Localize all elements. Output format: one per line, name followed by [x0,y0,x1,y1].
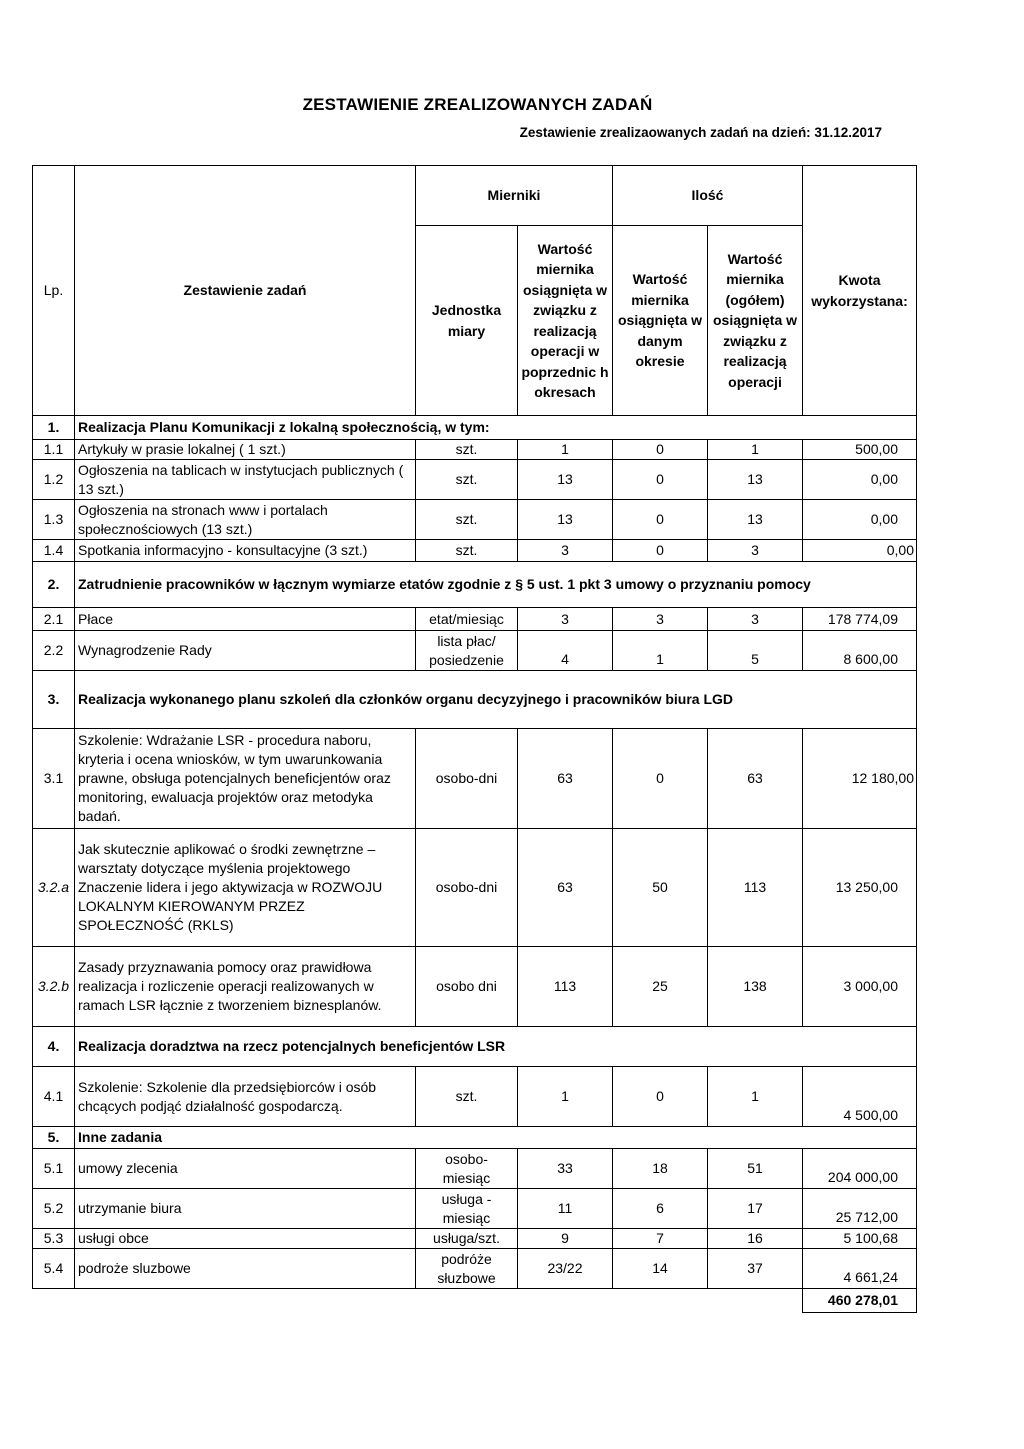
row-lp: 1.3 [33,500,75,540]
row-task: Ogłoszenia na stronach www i portalach społecznościowych (13 szt.) [75,500,416,540]
row-lp: 2.2 [33,631,75,671]
row-amount: 4 500,00 [803,1067,917,1127]
row-total: 3 [708,540,803,562]
row-period: 0 [613,460,708,500]
row-lp: 1.1 [33,440,75,460]
table-row [33,460,917,500]
row-unit: usługa - miesiąc [416,1189,518,1229]
report-date-subtitle: Zestawienie zrealizaowanych zadań na dzień: 31.12.2017 [519,125,882,140]
section-title: Inne zadania [75,1127,917,1149]
row-total: 113 [708,829,803,947]
row-prev: 63 [518,729,613,829]
row-task: Artykuły w prasie lokalnej ( 1 szt.) [75,440,416,460]
row-lp: 5.4 [33,1249,75,1289]
row-total: 17 [708,1189,803,1229]
section-title: Realizacja wykonanego planu szkoleń dla członków organu decyzyjnego i pracowników biura LGD [75,671,917,729]
row-total: 13 [708,500,803,540]
row-prev: 113 [518,947,613,1027]
row-period: 0 [613,500,708,540]
grand-total-row [33,1289,917,1313]
row-unit: szt. [416,540,518,562]
row-amount: 500,00 [803,440,917,460]
row-unit: osobo dni [416,947,518,1027]
section-lp: 2. [33,562,75,608]
section-row [33,1127,917,1149]
row-prev: 4 [518,631,613,671]
row-unit: osobo-miesiąc [416,1149,518,1189]
row-period: 6 [613,1189,708,1229]
row-task: Szkolenie: Wdrażanie LSR - procedura naboru, kryteria i ocena wniosków, w tym uwarunkowania prawne, obsługa potencjalnych beneficjentów oraz monitoring, ewaluacja projektów oraz metodyka badań. [75,729,416,829]
row-total: 138 [708,947,803,1027]
row-total: 37 [708,1249,803,1289]
table-row [33,440,917,460]
row-prev: 11 [518,1189,613,1229]
table-row [33,1067,917,1127]
row-task: Spotkania informacyjno - konsultacyjne (3 szt.) [75,540,416,562]
row-task: Zasady przyznawania pomocy oraz prawidłowa realizacja i rozliczenie operacji realizowanych w ramach LSR łącznie z tworzeniem biznesplanów. [75,947,416,1027]
section-lp: 1. [33,416,75,440]
table-row [33,829,917,947]
row-lp: 5.2 [33,1189,75,1229]
table-row [33,947,917,1027]
row-total: 1 [708,440,803,460]
table-row [33,631,917,671]
row-period: 0 [613,729,708,829]
row-lp: 1.4 [33,540,75,562]
row-unit: szt. [416,440,518,460]
row-lp: 3.2.a [33,829,75,947]
row-period: 7 [613,1229,708,1249]
section-title: Zatrudnienie pracowników w łącznym wymiarze etatów zgodnie z § 5 ust. 1 pkt 3 umowy o przyznaniu pomocy [75,562,917,608]
row-total: 5 [708,631,803,671]
row-total: 13 [708,460,803,500]
row-task: utrzymanie biura [75,1189,416,1229]
row-period: 0 [613,540,708,562]
section-row [33,562,917,608]
row-task: Jak skutecznie aplikować o środki zewnętrzne – warsztaty dotyczące myślenia projektowego Znaczenie lidera i jego aktywizacja w ROZWOJU LOKALNYM KIEROWANYM PRZEZ SPOŁECZNOŚĆ (RKLS) [75,829,416,947]
section-lp: 3. [33,671,75,729]
row-unit: szt. [416,500,518,540]
page-title: ZESTAWIENIE ZREALIZOWANYCH ZADAŃ [302,95,653,114]
row-unit: osobo-dni [416,829,518,947]
row-amount: 12 180,00 [803,729,917,829]
row-unit: szt. [416,1067,518,1127]
row-period: 25 [613,947,708,1027]
row-period: 0 [613,1067,708,1127]
section-row [33,416,917,440]
row-unit: etat/miesiąc [416,608,518,631]
row-amount: 25 712,00 [803,1189,917,1229]
row-lp: 2.1 [33,608,75,631]
row-period: 50 [613,829,708,947]
row-task: Płace [75,608,416,631]
row-amount: 5 100,68 [803,1229,917,1249]
section-row [33,1027,917,1067]
section-title: Realizacja Planu Komunikacji z lokalną społecznością, w tym: [75,416,917,440]
row-task: podroże sluzbowe [75,1249,416,1289]
row-total: 16 [708,1229,803,1249]
row-task: Szkolenie: Szkolenie dla przedsiębiorców i osób chcących podjąć działalność gospodarczą. [75,1067,416,1127]
row-period: 0 [613,440,708,460]
table-row [33,608,917,631]
row-total: 51 [708,1149,803,1189]
row-amount: 8 600,00 [803,631,917,671]
header-lp: Lp. [33,166,75,416]
row-prev: 3 [518,540,613,562]
header-row-top [33,166,917,226]
row-period: 3 [613,608,708,631]
row-prev: 23/22 [518,1249,613,1289]
row-task: umowy zlecenia [75,1149,416,1189]
row-prev: 1 [518,440,613,460]
header-ilosc: Ilość [613,166,803,226]
row-period: 18 [613,1149,708,1189]
row-amount: 0,00 [803,500,917,540]
row-unit: lista płac/ posiedzenie [416,631,518,671]
row-total: 63 [708,729,803,829]
section-lp: 4. [33,1027,75,1067]
header-tasks: Zestawienie zadań [75,166,416,416]
row-task: Ogłoszenia na tablicach w instytucjach publicznych ( 13 szt.) [75,460,416,500]
table-row [33,729,917,829]
row-prev: 63 [518,829,613,947]
header-wartosc-ogolem: Wartość miernika (ogółem) osiągnięta w związku z realizacją operacji [708,226,803,416]
table-row [33,1249,917,1289]
section-row [33,671,917,729]
row-amount: 0,00 [803,540,917,562]
row-prev: 33 [518,1149,613,1189]
row-prev: 13 [518,460,613,500]
row-total: 3 [708,608,803,631]
row-amount: 4 661,24 [803,1249,917,1289]
table-row [33,1149,917,1189]
table-row [33,540,917,562]
row-total: 1 [708,1067,803,1127]
section-title: Realizacja doradztwa na rzecz potencjalnych beneficjentów LSR [75,1027,917,1067]
row-prev: 1 [518,1067,613,1127]
section-lp: 5. [33,1127,75,1149]
row-amount: 3 000,00 [803,947,917,1027]
row-lp: 3.2.b [33,947,75,1027]
row-prev: 3 [518,608,613,631]
header-mierniki: Mierniki [416,166,613,226]
row-task: Wynagrodzenie Rady [75,631,416,671]
table-row [33,500,917,540]
row-amount: 204 000,00 [803,1149,917,1189]
row-period: 14 [613,1249,708,1289]
row-amount: 0,00 [803,460,917,500]
row-amount: 13 250,00 [803,829,917,947]
row-prev: 13 [518,500,613,540]
total-spacer [33,1289,803,1313]
row-unit: usługa/szt. [416,1229,518,1249]
row-lp: 1.2 [33,460,75,500]
row-lp: 5.3 [33,1229,75,1249]
row-lp: 5.1 [33,1149,75,1189]
header-jednostka: Jednostka miary [416,226,518,416]
row-unit: szt. [416,460,518,500]
row-prev: 9 [518,1229,613,1249]
row-unit: osobo-dni [416,729,518,829]
grand-total: 460 278,01 [803,1289,917,1313]
table-row [33,1229,917,1249]
row-lp: 4.1 [33,1067,75,1127]
row-task: usługi obce [75,1229,416,1249]
row-period: 1 [613,631,708,671]
header-wartosc-poprzednie: Wartość miernika osiągnięta w związku z realizacją operacji w poprzednic h okresach [518,226,613,416]
header-kwota: Kwota wykorzystana: [803,166,917,416]
row-unit: podróże słuzbowe [416,1249,518,1289]
table-row [33,1189,917,1229]
row-amount: 178 774,09 [803,608,917,631]
row-lp: 3.1 [33,729,75,829]
header-wartosc-okres: Wartość miernika osiągnięta w danym okresie [613,226,708,416]
tasks-table [32,165,917,1313]
